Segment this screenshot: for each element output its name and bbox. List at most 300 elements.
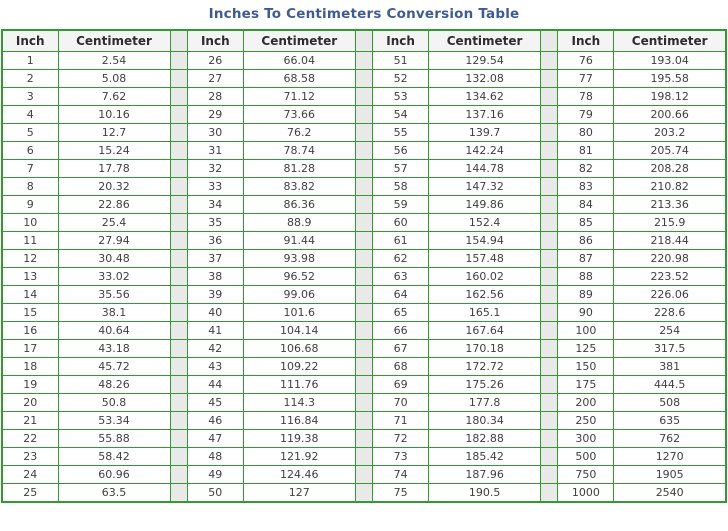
centimeter-cell: 50.8 — [58, 394, 170, 412]
centimeter-cell: 91.44 — [243, 232, 355, 250]
inch-cell: 750 — [558, 466, 614, 484]
centimeter-cell: 134.62 — [429, 88, 541, 106]
column-spacer — [355, 52, 372, 70]
centimeter-cell: 190.5 — [429, 484, 541, 503]
centimeter-cell: 508 — [614, 394, 726, 412]
inch-cell: 13 — [2, 268, 58, 286]
inch-cell: 72 — [373, 430, 429, 448]
centimeter-cell: 15.24 — [58, 142, 170, 160]
inch-cell: 85 — [558, 214, 614, 232]
table-row — [2, 340, 726, 358]
centimeter-cell: 17.78 — [58, 160, 170, 178]
inch-cell: 43 — [187, 358, 243, 376]
centimeter-cell: 38.1 — [58, 304, 170, 322]
column-spacer — [170, 268, 187, 286]
column-spacer — [541, 70, 558, 88]
centimeter-cell: 86.36 — [243, 196, 355, 214]
column-spacer — [355, 484, 372, 503]
inch-cell: 61 — [373, 232, 429, 250]
column-spacer — [170, 30, 187, 52]
inch-cell: 11 — [2, 232, 58, 250]
centimeter-cell: 142.24 — [429, 142, 541, 160]
column-spacer — [170, 70, 187, 88]
inch-header: Inch — [2, 30, 58, 52]
inch-cell: 500 — [558, 448, 614, 466]
inch-cell: 22 — [2, 430, 58, 448]
centimeter-cell: 71.12 — [243, 88, 355, 106]
page-title: Inches To Centimeters Conversion Table — [208, 6, 520, 22]
centimeter-cell: 7.62 — [58, 88, 170, 106]
centimeter-cell: 203.2 — [614, 124, 726, 142]
centimeter-cell: 73.66 — [243, 106, 355, 124]
inch-cell: 19 — [2, 376, 58, 394]
column-spacer — [541, 30, 558, 52]
table-row — [2, 448, 726, 466]
centimeter-cell: 88.9 — [243, 214, 355, 232]
centimeter-cell: 81.28 — [243, 160, 355, 178]
centimeter-cell: 1270 — [614, 448, 726, 466]
centimeter-cell: 215.9 — [614, 214, 726, 232]
inch-cell: 62 — [373, 250, 429, 268]
table-body — [2, 52, 726, 503]
table-row — [2, 232, 726, 250]
centimeter-cell: 116.84 — [243, 412, 355, 430]
centimeter-cell: 175.26 — [429, 376, 541, 394]
centimeter-cell: 210.82 — [614, 178, 726, 196]
centimeter-cell: 83.82 — [243, 178, 355, 196]
column-spacer — [355, 250, 372, 268]
column-spacer — [541, 124, 558, 142]
column-spacer — [170, 160, 187, 178]
inch-cell: 6 — [2, 142, 58, 160]
column-spacer — [355, 304, 372, 322]
centimeter-cell: 167.64 — [429, 322, 541, 340]
centimeter-cell: 170.18 — [429, 340, 541, 358]
inch-cell: 1 — [2, 52, 58, 70]
centimeter-cell: 218.44 — [614, 232, 726, 250]
inch-cell: 69 — [373, 376, 429, 394]
inch-cell: 56 — [373, 142, 429, 160]
column-spacer — [170, 106, 187, 124]
table-row — [2, 160, 726, 178]
table-row — [2, 376, 726, 394]
column-spacer — [541, 268, 558, 286]
table-row — [2, 394, 726, 412]
inch-cell: 65 — [373, 304, 429, 322]
column-spacer — [355, 178, 372, 196]
column-spacer — [541, 232, 558, 250]
centimeter-cell: 27.94 — [58, 232, 170, 250]
inch-cell: 48 — [187, 448, 243, 466]
column-spacer — [170, 52, 187, 70]
inch-cell: 77 — [558, 70, 614, 88]
centimeter-cell: 185.42 — [429, 448, 541, 466]
inch-cell: 33 — [187, 178, 243, 196]
column-spacer — [541, 196, 558, 214]
centimeter-header: Centimeter — [243, 30, 355, 52]
column-spacer — [541, 106, 558, 124]
inch-cell: 36 — [187, 232, 243, 250]
table-row — [2, 304, 726, 322]
table-row — [2, 250, 726, 268]
inch-cell: 49 — [187, 466, 243, 484]
centimeter-cell: 152.4 — [429, 214, 541, 232]
centimeter-cell: 78.74 — [243, 142, 355, 160]
inch-cell: 88 — [558, 268, 614, 286]
inch-cell: 175 — [558, 376, 614, 394]
inch-cell: 26 — [187, 52, 243, 70]
inch-cell: 39 — [187, 286, 243, 304]
inch-cell: 15 — [2, 304, 58, 322]
column-spacer — [541, 484, 558, 503]
inch-cell: 71 — [373, 412, 429, 430]
column-spacer — [355, 358, 372, 376]
column-spacer — [355, 394, 372, 412]
column-spacer — [355, 340, 372, 358]
centimeter-cell: 444.5 — [614, 376, 726, 394]
inch-cell: 9 — [2, 196, 58, 214]
column-spacer — [170, 376, 187, 394]
inch-cell: 70 — [373, 394, 429, 412]
table-row — [2, 286, 726, 304]
inch-cell: 75 — [373, 484, 429, 503]
centimeter-cell: 208.28 — [614, 160, 726, 178]
centimeter-cell: 20.32 — [58, 178, 170, 196]
inch-cell: 47 — [187, 430, 243, 448]
inch-cell: 74 — [373, 466, 429, 484]
inch-cell: 300 — [558, 430, 614, 448]
inch-cell: 50 — [187, 484, 243, 503]
centimeter-cell: 762 — [614, 430, 726, 448]
centimeter-cell: 66.04 — [243, 52, 355, 70]
inch-cell: 24 — [2, 466, 58, 484]
inch-cell: 60 — [373, 214, 429, 232]
centimeter-cell: 124.46 — [243, 466, 355, 484]
column-spacer — [355, 322, 372, 340]
column-spacer — [170, 322, 187, 340]
inch-cell: 52 — [373, 70, 429, 88]
header-row — [2, 30, 726, 52]
centimeter-cell: 195.58 — [614, 70, 726, 88]
column-spacer — [541, 376, 558, 394]
centimeter-cell: 154.94 — [429, 232, 541, 250]
inch-cell: 150 — [558, 358, 614, 376]
inch-cell: 46 — [187, 412, 243, 430]
inch-header: Inch — [187, 30, 243, 52]
column-spacer — [541, 322, 558, 340]
column-spacer — [541, 448, 558, 466]
inch-cell: 86 — [558, 232, 614, 250]
centimeter-cell: 1905 — [614, 466, 726, 484]
centimeter-cell: 317.5 — [614, 340, 726, 358]
inch-cell: 42 — [187, 340, 243, 358]
column-spacer — [355, 106, 372, 124]
centimeter-cell: 144.78 — [429, 160, 541, 178]
column-spacer — [541, 52, 558, 70]
centimeter-cell: 99.06 — [243, 286, 355, 304]
inch-cell: 45 — [187, 394, 243, 412]
centimeter-cell: 60.96 — [58, 466, 170, 484]
column-spacer — [541, 250, 558, 268]
column-spacer — [541, 142, 558, 160]
table-row — [2, 106, 726, 124]
inch-cell: 125 — [558, 340, 614, 358]
centimeter-cell: 58.42 — [58, 448, 170, 466]
table-row — [2, 214, 726, 232]
centimeter-cell: 33.02 — [58, 268, 170, 286]
column-spacer — [170, 430, 187, 448]
inch-cell: 38 — [187, 268, 243, 286]
column-spacer — [541, 412, 558, 430]
table-row — [2, 430, 726, 448]
inch-cell: 82 — [558, 160, 614, 178]
column-spacer — [170, 394, 187, 412]
inch-cell: 68 — [373, 358, 429, 376]
centimeter-cell: 22.86 — [58, 196, 170, 214]
centimeter-cell: 223.52 — [614, 268, 726, 286]
centimeter-cell: 213.36 — [614, 196, 726, 214]
inch-cell: 200 — [558, 394, 614, 412]
centimeter-cell: 381 — [614, 358, 726, 376]
inch-cell: 79 — [558, 106, 614, 124]
inch-cell: 17 — [2, 340, 58, 358]
column-spacer — [170, 304, 187, 322]
inch-cell: 55 — [373, 124, 429, 142]
column-spacer — [170, 214, 187, 232]
centimeter-cell: 635 — [614, 412, 726, 430]
centimeter-cell: 127 — [243, 484, 355, 503]
column-spacer — [355, 430, 372, 448]
column-spacer — [170, 484, 187, 503]
centimeter-cell: 48.26 — [58, 376, 170, 394]
inch-cell: 44 — [187, 376, 243, 394]
inch-cell: 18 — [2, 358, 58, 376]
inch-cell: 16 — [2, 322, 58, 340]
inch-cell: 87 — [558, 250, 614, 268]
column-spacer — [170, 250, 187, 268]
centimeter-cell: 53.34 — [58, 412, 170, 430]
column-spacer — [541, 160, 558, 178]
column-spacer — [355, 412, 372, 430]
inch-cell: 63 — [373, 268, 429, 286]
centimeter-cell: 187.96 — [429, 466, 541, 484]
inch-cell: 2 — [2, 70, 58, 88]
column-spacer — [170, 286, 187, 304]
centimeter-cell: 149.86 — [429, 196, 541, 214]
centimeter-cell: 5.08 — [58, 70, 170, 88]
column-spacer — [170, 448, 187, 466]
inch-cell: 66 — [373, 322, 429, 340]
inch-cell: 54 — [373, 106, 429, 124]
centimeter-cell: 114.3 — [243, 394, 355, 412]
centimeter-cell: 165.1 — [429, 304, 541, 322]
column-spacer — [355, 196, 372, 214]
inch-cell: 29 — [187, 106, 243, 124]
inch-cell: 40 — [187, 304, 243, 322]
inch-cell: 90 — [558, 304, 614, 322]
column-spacer — [170, 124, 187, 142]
centimeter-cell: 177.8 — [429, 394, 541, 412]
centimeter-cell: 182.88 — [429, 430, 541, 448]
column-spacer — [541, 88, 558, 106]
table-row — [2, 178, 726, 196]
centimeter-header: Centimeter — [614, 30, 726, 52]
column-spacer — [355, 142, 372, 160]
table-row — [2, 196, 726, 214]
inch-cell: 89 — [558, 286, 614, 304]
inch-cell: 100 — [558, 322, 614, 340]
table-row — [2, 358, 726, 376]
column-spacer — [541, 178, 558, 196]
column-spacer — [355, 376, 372, 394]
centimeter-cell: 121.92 — [243, 448, 355, 466]
inch-cell: 27 — [187, 70, 243, 88]
centimeter-cell: 228.6 — [614, 304, 726, 322]
inch-cell: 5 — [2, 124, 58, 142]
inch-cell: 23 — [2, 448, 58, 466]
inch-cell: 14 — [2, 286, 58, 304]
centimeter-cell: 254 — [614, 322, 726, 340]
centimeter-cell: 2.54 — [58, 52, 170, 70]
centimeter-cell: 40.64 — [58, 322, 170, 340]
column-spacer — [541, 340, 558, 358]
inch-cell: 73 — [373, 448, 429, 466]
column-spacer — [541, 214, 558, 232]
inch-header: Inch — [373, 30, 429, 52]
centimeter-cell: 45.72 — [58, 358, 170, 376]
inch-cell: 7 — [2, 160, 58, 178]
inch-cell: 32 — [187, 160, 243, 178]
conversion-table — [1, 29, 727, 503]
centimeter-cell: 198.12 — [614, 88, 726, 106]
column-spacer — [170, 340, 187, 358]
centimeter-cell: 160.02 — [429, 268, 541, 286]
inch-cell: 12 — [2, 250, 58, 268]
column-spacer — [355, 160, 372, 178]
column-spacer — [355, 214, 372, 232]
column-spacer — [170, 142, 187, 160]
centimeter-cell: 147.32 — [429, 178, 541, 196]
centimeter-cell: 93.98 — [243, 250, 355, 268]
centimeter-header: Centimeter — [429, 30, 541, 52]
inch-cell: 76 — [558, 52, 614, 70]
column-spacer — [355, 124, 372, 142]
table-row — [2, 124, 726, 142]
centimeter-cell: 76.2 — [243, 124, 355, 142]
table-row — [2, 88, 726, 106]
centimeter-cell: 10.16 — [58, 106, 170, 124]
inch-cell: 81 — [558, 142, 614, 160]
column-spacer — [170, 196, 187, 214]
table-row — [2, 142, 726, 160]
column-spacer — [170, 466, 187, 484]
inch-cell: 64 — [373, 286, 429, 304]
centimeter-cell: 200.66 — [614, 106, 726, 124]
inch-cell: 28 — [187, 88, 243, 106]
inch-cell: 4 — [2, 106, 58, 124]
inch-cell: 57 — [373, 160, 429, 178]
inch-cell: 51 — [373, 52, 429, 70]
table-row — [2, 412, 726, 430]
column-spacer — [541, 286, 558, 304]
column-spacer — [355, 286, 372, 304]
inch-cell: 78 — [558, 88, 614, 106]
centimeter-cell: 12.7 — [58, 124, 170, 142]
centimeter-cell: 35.56 — [58, 286, 170, 304]
centimeter-cell: 139.7 — [429, 124, 541, 142]
centimeter-cell: 25.4 — [58, 214, 170, 232]
centimeter-cell: 63.5 — [58, 484, 170, 503]
inch-header: Inch — [558, 30, 614, 52]
column-spacer — [541, 430, 558, 448]
inch-cell: 21 — [2, 412, 58, 430]
centimeter-cell: 119.38 — [243, 430, 355, 448]
inch-cell: 84 — [558, 196, 614, 214]
inch-cell: 67 — [373, 340, 429, 358]
centimeter-cell: 101.6 — [243, 304, 355, 322]
inch-cell: 25 — [2, 484, 58, 503]
inch-cell: 8 — [2, 178, 58, 196]
column-spacer — [541, 304, 558, 322]
centimeter-cell: 43.18 — [58, 340, 170, 358]
centimeter-cell: 2540 — [614, 484, 726, 503]
column-spacer — [355, 268, 372, 286]
column-spacer — [541, 466, 558, 484]
table-row — [2, 52, 726, 70]
centimeter-cell: 129.54 — [429, 52, 541, 70]
centimeter-cell: 55.88 — [58, 430, 170, 448]
centimeter-cell: 180.34 — [429, 412, 541, 430]
inch-cell: 83 — [558, 178, 614, 196]
inch-cell: 80 — [558, 124, 614, 142]
table-row — [2, 484, 726, 503]
column-spacer — [170, 232, 187, 250]
centimeter-cell: 220.98 — [614, 250, 726, 268]
column-spacer — [541, 358, 558, 376]
centimeter-cell: 96.52 — [243, 268, 355, 286]
table-row — [2, 268, 726, 286]
inch-cell: 31 — [187, 142, 243, 160]
column-spacer — [541, 394, 558, 412]
centimeter-cell: 132.08 — [429, 70, 541, 88]
centimeter-cell: 162.56 — [429, 286, 541, 304]
centimeter-cell: 106.68 — [243, 340, 355, 358]
inch-cell: 53 — [373, 88, 429, 106]
inch-cell: 37 — [187, 250, 243, 268]
column-spacer — [170, 178, 187, 196]
inch-cell: 10 — [2, 214, 58, 232]
column-spacer — [355, 70, 372, 88]
column-spacer — [355, 30, 372, 52]
centimeter-cell: 30.48 — [58, 250, 170, 268]
inch-cell: 58 — [373, 178, 429, 196]
inch-cell: 41 — [187, 322, 243, 340]
column-spacer — [355, 466, 372, 484]
table-row — [2, 466, 726, 484]
inch-cell: 250 — [558, 412, 614, 430]
centimeter-cell: 104.14 — [243, 322, 355, 340]
inch-cell: 59 — [373, 196, 429, 214]
table-row — [2, 322, 726, 340]
centimeter-cell: 205.74 — [614, 142, 726, 160]
centimeter-cell: 68.58 — [243, 70, 355, 88]
column-spacer — [170, 412, 187, 430]
inch-cell: 34 — [187, 196, 243, 214]
inch-cell: 3 — [2, 88, 58, 106]
inch-cell: 1000 — [558, 484, 614, 503]
centimeter-cell: 193.04 — [614, 52, 726, 70]
column-spacer — [355, 232, 372, 250]
